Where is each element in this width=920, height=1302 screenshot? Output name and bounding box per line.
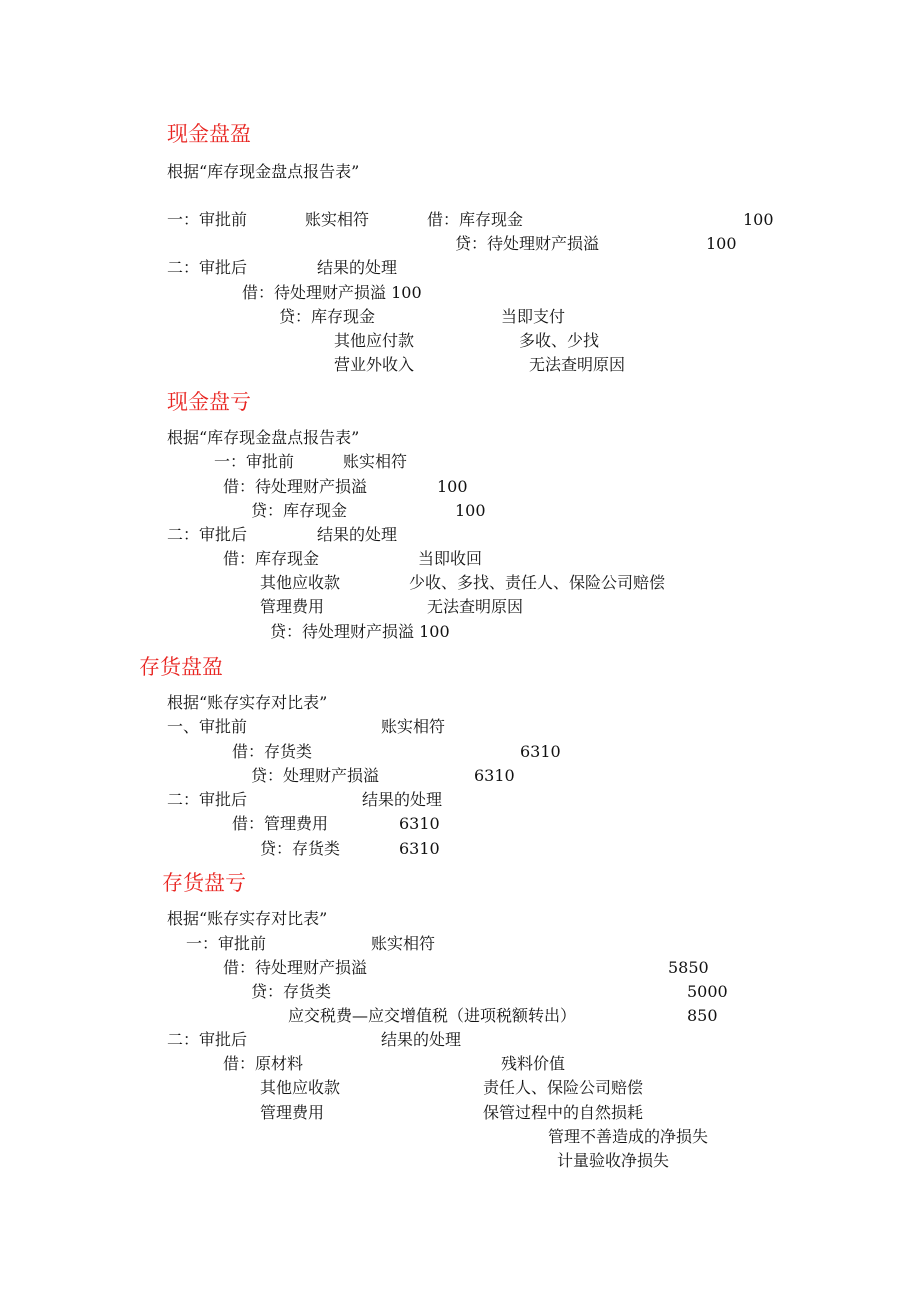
step-label: 二：审批后 (167, 790, 248, 809)
step-status: 结果的处理 (317, 525, 398, 544)
amount: 5850 (668, 958, 709, 977)
journal-entry: 借：管理费用 (232, 814, 329, 833)
step-label: 一：审批前 (214, 452, 295, 471)
amount: 850 (687, 1006, 718, 1025)
journal-entry: 借：待处理财产损溢 (223, 958, 368, 977)
reason: 管理不善造成的净损失 (548, 1127, 709, 1146)
journal-entry: 贷：处理财产损溢 (251, 766, 380, 785)
amount: 6310 (399, 814, 440, 833)
section-title: 现金盘盈 (167, 122, 251, 146)
step-status: 账实相符 (343, 452, 408, 471)
journal-entry: 借：待处理财产损溢 100 (242, 283, 422, 302)
journal-entry: 营业外收入 (334, 355, 415, 374)
reason: 计量验收净损失 (557, 1151, 670, 1170)
source-document: 根据“账存实存对比表” (167, 909, 328, 928)
section-title: 存货盘亏 (162, 871, 246, 895)
journal-entry: 应交税费—应交增值税（进项税额转出） (288, 1006, 577, 1025)
step-label: 二：审批后 (167, 258, 248, 277)
step-label: 二：审批后 (167, 1030, 248, 1049)
reason: 残料价值 (501, 1054, 566, 1073)
step-label: 一：审批前 (167, 210, 248, 229)
step-status: 账实相符 (381, 717, 446, 736)
amount: 6310 (520, 742, 561, 761)
amount: 6310 (399, 839, 440, 858)
source-document: 根据“库存现金盘点报告表” (167, 162, 360, 181)
step-label: 一、审批前 (167, 717, 248, 736)
journal-entry: 借：存货类 (232, 742, 313, 761)
step-status: 结果的处理 (381, 1030, 462, 1049)
journal-entry: 贷：待处理财产损溢 (455, 234, 600, 253)
journal-entry: 贷：库存现金 (279, 307, 376, 326)
journal-entry: 借：库存现金 (427, 210, 524, 229)
journal-entry: 借：库存现金 (223, 549, 320, 568)
reason: 无法查明原因 (529, 355, 626, 374)
reason: 保管过程中的自然损耗 (483, 1103, 644, 1122)
reason: 当即收回 (418, 549, 483, 568)
reason: 少收、多找、责任人、保险公司赔偿 (409, 573, 666, 592)
source-document: 根据“账存实存对比表” (167, 693, 328, 712)
journal-entry: 管理费用 (260, 597, 325, 616)
section-title: 存货盘盈 (139, 655, 223, 679)
journal-entry: 其他应收款 (260, 1078, 341, 1097)
journal-entry: 贷：存货类 (260, 839, 341, 858)
journal-entry: 借：待处理财产损溢 (223, 477, 368, 496)
amount: 6310 (474, 766, 515, 785)
step-status: 账实相符 (371, 934, 436, 953)
journal-entry: 贷：库存现金 (251, 501, 348, 520)
amount: 100 (706, 234, 737, 253)
journal-entry: 贷：待处理财产损溢 100 (270, 622, 450, 641)
journal-entry: 其他应收款 (260, 573, 341, 592)
step-label: 一：审批前 (186, 934, 267, 953)
step-status: 结果的处理 (317, 258, 398, 277)
amount: 100 (437, 477, 468, 496)
reason: 当即支付 (501, 307, 566, 326)
journal-entry: 借：原材料 (223, 1054, 304, 1073)
journal-entry: 贷：存货类 (251, 982, 332, 1001)
amount: 100 (743, 210, 774, 229)
step-status: 账实相符 (305, 210, 370, 229)
step-status: 结果的处理 (362, 790, 443, 809)
source-document: 根据“库存现金盘点报告表” (167, 428, 360, 447)
reason: 责任人、保险公司赔偿 (483, 1078, 644, 1097)
reason: 无法查明原因 (427, 597, 524, 616)
journal-entry: 管理费用 (260, 1103, 325, 1122)
journal-entry: 其他应付款 (334, 331, 415, 350)
reason: 多收、少找 (519, 331, 600, 350)
section-title: 现金盘亏 (167, 390, 251, 414)
amount: 5000 (687, 982, 728, 1001)
step-label: 二：审批后 (167, 525, 248, 544)
amount: 100 (455, 501, 486, 520)
